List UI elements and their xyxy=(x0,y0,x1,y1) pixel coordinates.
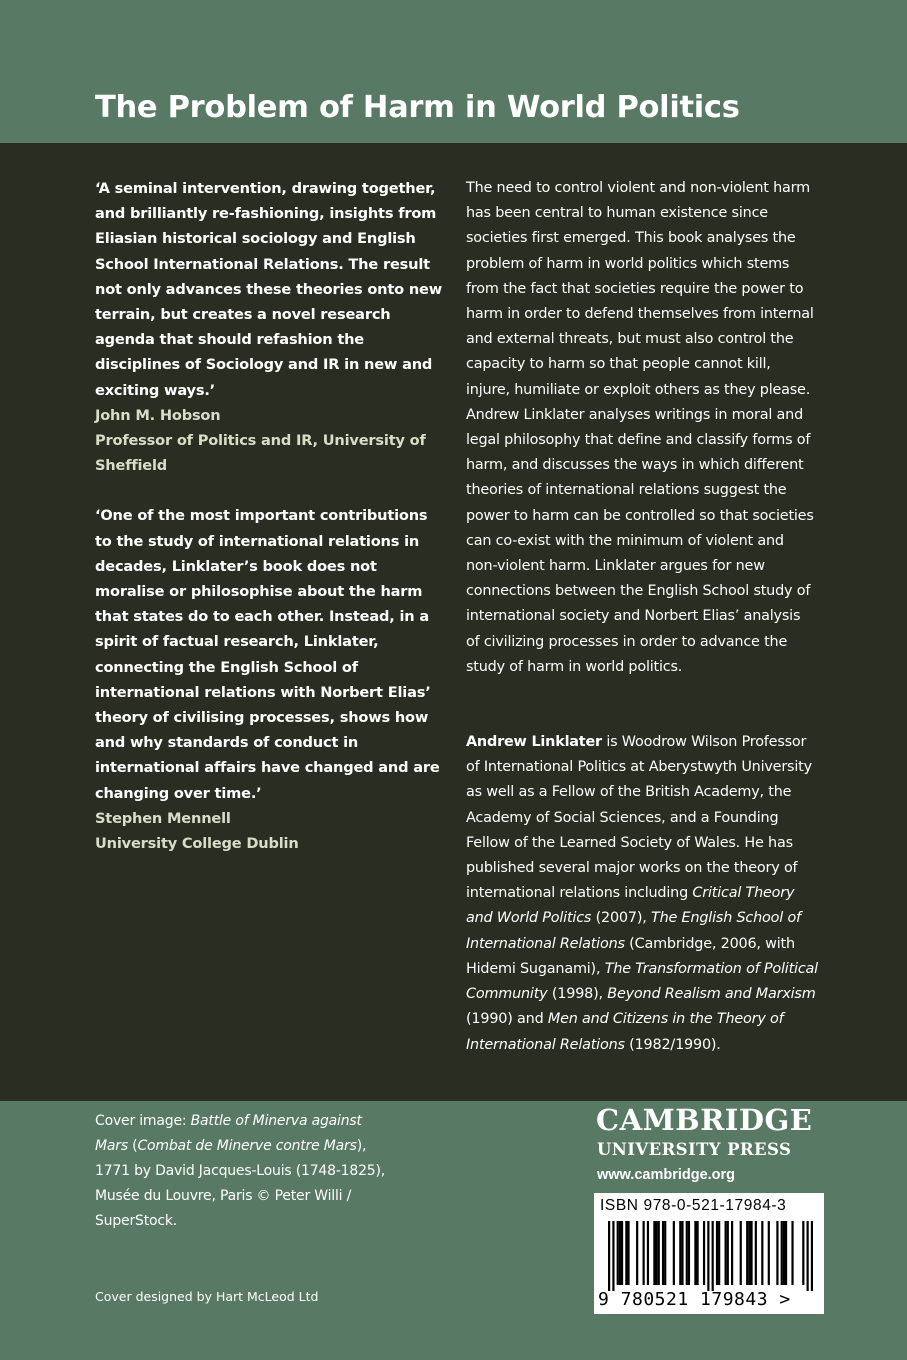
barcode-bar xyxy=(608,1221,610,1291)
barcode-bar xyxy=(647,1221,649,1285)
barcode-bar xyxy=(655,1221,657,1285)
endorsements-column xyxy=(95,176,447,856)
barcode-bar xyxy=(731,1221,733,1285)
barcode-bar xyxy=(673,1221,675,1285)
barcode-bar xyxy=(619,1221,621,1285)
barcode-bar xyxy=(686,1221,688,1285)
bio-text: (1982/1990). xyxy=(624,1036,721,1053)
isbn-label: ISBN 978-0-521-17984-3 xyxy=(600,1197,787,1214)
barcode-bar xyxy=(781,1221,783,1285)
book-title-ref: Beyond Realism and Marxism xyxy=(607,986,816,1003)
barcode-bar xyxy=(783,1221,785,1285)
bio-text: (2007), xyxy=(591,910,652,927)
cover-designer-credit: Cover designed by Hart McLeod Ltd xyxy=(95,1289,319,1304)
barcode-bar xyxy=(712,1221,714,1291)
endorser-affiliation: University College Dublin xyxy=(95,835,299,853)
publisher-logo-subname: UNIVERSITY PRESS xyxy=(597,1140,792,1159)
credit-text: ( xyxy=(127,1138,138,1154)
book-title-ref: Men and Citizens in the Theory of International Relations xyxy=(466,1011,784,1053)
barcode-bar xyxy=(694,1221,696,1285)
endorsement-quote: ‘A seminal intervention, drawing together, and brilliantly re-fashioning, insights from Eliasian historical sociology and English School International Relations. The result not only advances these theories onto new terrain, but creates a novel research agenda that should refashion the disciplines of Sociology and IR in new and exciting ways.’ xyxy=(95,180,442,399)
barcode-bar xyxy=(664,1221,666,1285)
barcode-bar xyxy=(679,1221,681,1285)
barcode-bar xyxy=(761,1221,763,1285)
barcode-bar xyxy=(718,1221,720,1285)
barcode-bar xyxy=(768,1221,770,1285)
bio-text: (1990) and xyxy=(466,1011,548,1028)
description-column xyxy=(466,176,818,1058)
barcode-digits: 9 780521 179843 > xyxy=(598,1289,791,1310)
barcode-bar xyxy=(725,1221,727,1285)
cover-image-credit xyxy=(95,1109,395,1234)
barcode-bar xyxy=(727,1221,729,1285)
barcode-bar xyxy=(776,1221,778,1285)
author-name: Andrew Linklater xyxy=(466,734,602,751)
barcode-bar xyxy=(621,1221,623,1285)
barcode-bar xyxy=(807,1221,809,1291)
book-title: The Problem of Harm in World Politics xyxy=(95,90,740,125)
artwork-title-fr: Combat de Minerve contre Mars xyxy=(137,1138,357,1154)
barcode-bar xyxy=(636,1221,638,1285)
barcode-bar xyxy=(802,1221,804,1285)
barcode-bar xyxy=(688,1221,690,1285)
barcode-bar xyxy=(755,1221,757,1285)
barcode-bar xyxy=(746,1221,748,1285)
endorser-affiliation: Professor of Politics and IR, University of Sheffield xyxy=(95,432,426,475)
bio-text: (Cambridge, 2006, with Hidemi Suganami), xyxy=(466,935,795,977)
barcode-bar xyxy=(696,1221,698,1285)
credit-text: ), 1771 by David Jacques-Louis (1748-1825), Musée du Louvre, Paris © Peter Willi / SuperStock. xyxy=(95,1138,386,1229)
barcode-bar xyxy=(750,1221,752,1285)
barcode-bars xyxy=(608,1221,813,1291)
book-title-ref: The Transformation of Political Community xyxy=(466,960,818,1003)
credit-text: Cover image: xyxy=(95,1113,191,1129)
bio-text: (1998), xyxy=(547,986,608,1003)
barcode-bar xyxy=(653,1221,655,1285)
barcode-bar xyxy=(740,1221,742,1285)
barcode-bar xyxy=(625,1221,627,1285)
barcode-bar xyxy=(707,1221,709,1291)
barcode-bar xyxy=(617,1221,619,1285)
endorser-name: John M. Hobson xyxy=(95,406,221,424)
publisher-logo-name: CAMBRIDGE xyxy=(596,1103,813,1137)
book-title-ref: The English School of International Relations xyxy=(466,910,801,952)
isbn-barcode xyxy=(594,1193,824,1314)
barcode-bar xyxy=(785,1221,787,1285)
book-title-ref: Critical Theory and World Politics xyxy=(466,885,795,927)
barcode-bar xyxy=(716,1221,718,1285)
barcode-bar xyxy=(612,1221,614,1291)
barcode-bar xyxy=(791,1221,793,1285)
bio-text: is Woodrow Wilson Professor of International Politics at Aberystwyth University as well as a Fellow of the British Academy, the Academy of Social Sciences, and a Founding Fellow of the Learned Society of Wales. He has published several major works on the theory of international relations including xyxy=(466,734,812,902)
endorser-name: Stephen Mennell xyxy=(95,809,231,827)
barcode-bar xyxy=(627,1221,629,1285)
barcode-bar xyxy=(681,1221,683,1285)
barcode-bar xyxy=(703,1221,705,1285)
endorsement-quote: ‘One of the most important contributions to the study of international relations in decades, Linklater’s book does not moralise or philosophise about the harm that states do to each other. Instead, in a spirit of factual research, Linklater, connecting the English School of international relations with Norbert Elias’ theory of civilising processes, shows how and why standards of conduct in international affairs have changed and are changing over time.’ xyxy=(95,507,440,802)
artwork-title: Battle of Minerva against Mars xyxy=(95,1113,362,1154)
barcode-bar xyxy=(811,1221,813,1291)
barcode-bar xyxy=(662,1221,664,1285)
title-band xyxy=(0,0,907,143)
barcode-bar xyxy=(643,1221,645,1285)
book-description: The need to control violent and non-violent harm has been central to human existence since societies first emerged. This book analyses the problem of harm in world politics which stems from the fact that societies require the power to harm in order to defend themselves from internal and external threats, but must also control the capacity to harm so that people cannot kill, injure, humiliate or exploit others as they please. Andrew Linklater analyses writings in moral and legal philosophy that define and classify forms of harm, and discusses the ways in which different theories of international relations suggest the power to harm can be controlled so that societies can co-exist with the minimum of violent and non-violent harm. Linklater argues for new connections between the English School study of international society and Norbert Elias’ analysis of civilizing processes in order to advance the study of harm in world politics. xyxy=(466,180,814,675)
author-bio xyxy=(466,730,818,1058)
publisher-url: www.cambridge.org xyxy=(597,1167,736,1183)
barcode-bar xyxy=(658,1221,660,1285)
barcode-bar xyxy=(748,1221,750,1285)
